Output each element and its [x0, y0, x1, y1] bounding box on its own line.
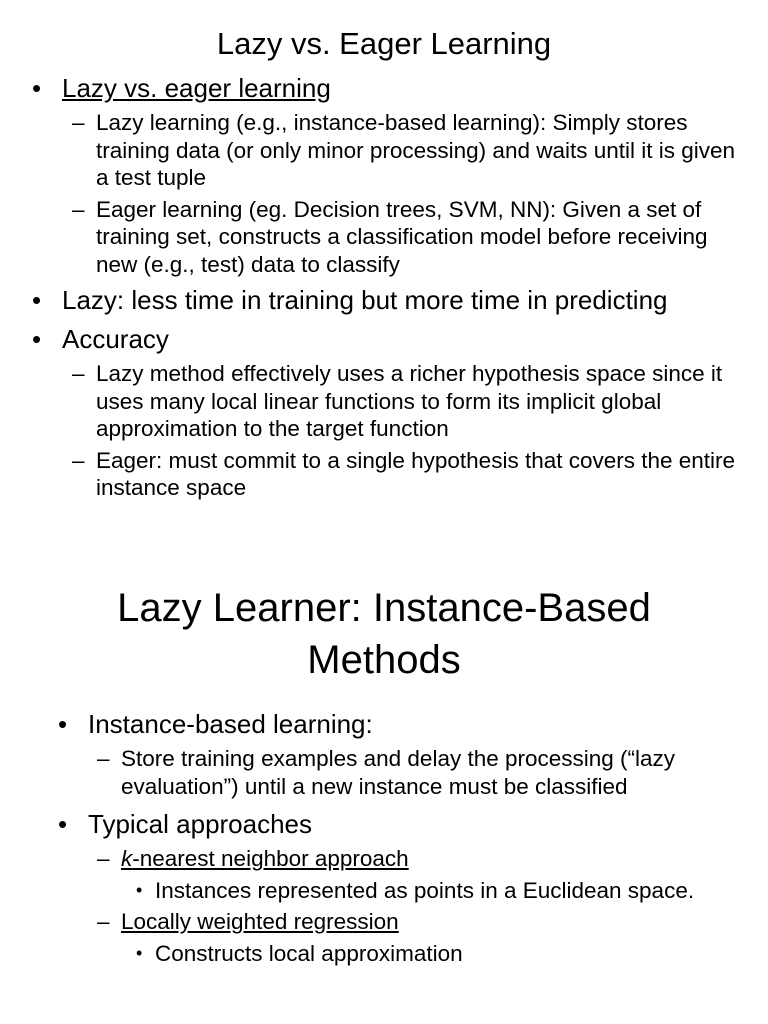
- sub-bullet-item: [0, 196, 768, 279]
- sub-bullet-text: Lazy learning (e.g., instance-based learning): Simply stores training data (or only minor processing) and waits until it is given a test tuple: [96, 110, 736, 190]
- bullet-dot-icon: •: [58, 709, 68, 739]
- knn-link[interactable]: [121, 846, 409, 871]
- sub-bullet-text: Eager learning (eg. Decision trees, SVM, NN): Given a set of training set, constructs a classification model before receiving new (e.g., test) data to classify: [96, 196, 708, 277]
- bullet-list: [0, 72, 768, 502]
- bullet-dot-icon: •: [32, 285, 42, 315]
- sub-bullet-item: [0, 447, 768, 502]
- dash-icon: –: [97, 909, 110, 934]
- bullet-text: Lazy vs. eager learning: [62, 73, 331, 103]
- slide-title-line1: Lazy Learner: Instance-Based: [117, 586, 651, 630]
- bullet-list: [0, 708, 768, 967]
- dash-icon: –: [97, 846, 110, 871]
- knn-rest: -nearest neighbor approach: [132, 846, 409, 871]
- sub-bullet-item: [0, 908, 768, 967]
- bullet-dot-icon: •: [32, 324, 42, 354]
- knn-k: k: [121, 846, 133, 871]
- sub-bullet-item: [0, 109, 768, 192]
- bullet-text: Instance-based learning:: [88, 709, 373, 739]
- bullet-text: Accuracy: [62, 324, 169, 354]
- sub-sub-bullet-text: Constructs local approximation: [155, 940, 463, 966]
- bullet-item: [0, 72, 768, 278]
- dash-icon: –: [72, 361, 85, 386]
- sub-bullet-text: Lazy method effectively uses a richer hypothesis space since it uses many local linear functions to form its implicit global approximation to the target function: [96, 361, 723, 441]
- sub-sub-bullet-text: Instances represented as points in a Euclidean space.: [155, 877, 695, 903]
- dash-icon: –: [72, 196, 85, 222]
- dash-icon: –: [97, 746, 110, 771]
- bullet-text: Lazy: less time in training but more time in predicting: [62, 285, 668, 315]
- slide-instance-based-methods: [0, 570, 768, 1024]
- bullet-dot-icon: •: [58, 809, 68, 839]
- bullet-item: [0, 808, 768, 967]
- sub-bullet-item: [0, 845, 768, 904]
- bullet-dot-icon: •: [136, 879, 143, 900]
- bullet-dot-icon: •: [32, 73, 42, 103]
- bullet-item: [0, 708, 768, 800]
- slide-title: Lazy vs. Eager Learning: [216, 26, 552, 61]
- sub-bullet-text: Store training examples and delay the processing (“lazy evaluation”) until a new instance must be classified: [121, 746, 676, 799]
- bullet-item: [0, 323, 768, 502]
- slide-title: [0, 570, 768, 686]
- dash-icon: –: [72, 110, 85, 135]
- sub-bullet-item: [0, 360, 768, 443]
- sub-sub-bullet-item: [0, 877, 768, 905]
- bullet-dot-icon: •: [136, 942, 143, 963]
- slide-title-line2: Methods: [307, 638, 461, 682]
- bullet-item: [0, 284, 768, 317]
- dash-icon: –: [72, 447, 85, 473]
- sub-bullet-item: [0, 745, 768, 800]
- sub-sub-bullet-item: [0, 940, 768, 968]
- lwr-link[interactable]: Locally weighted regression: [121, 909, 399, 934]
- bullet-text: Typical approaches: [88, 809, 313, 839]
- sub-bullet-text: Eager: must commit to a single hypothesis that covers the entire instance space: [96, 447, 736, 500]
